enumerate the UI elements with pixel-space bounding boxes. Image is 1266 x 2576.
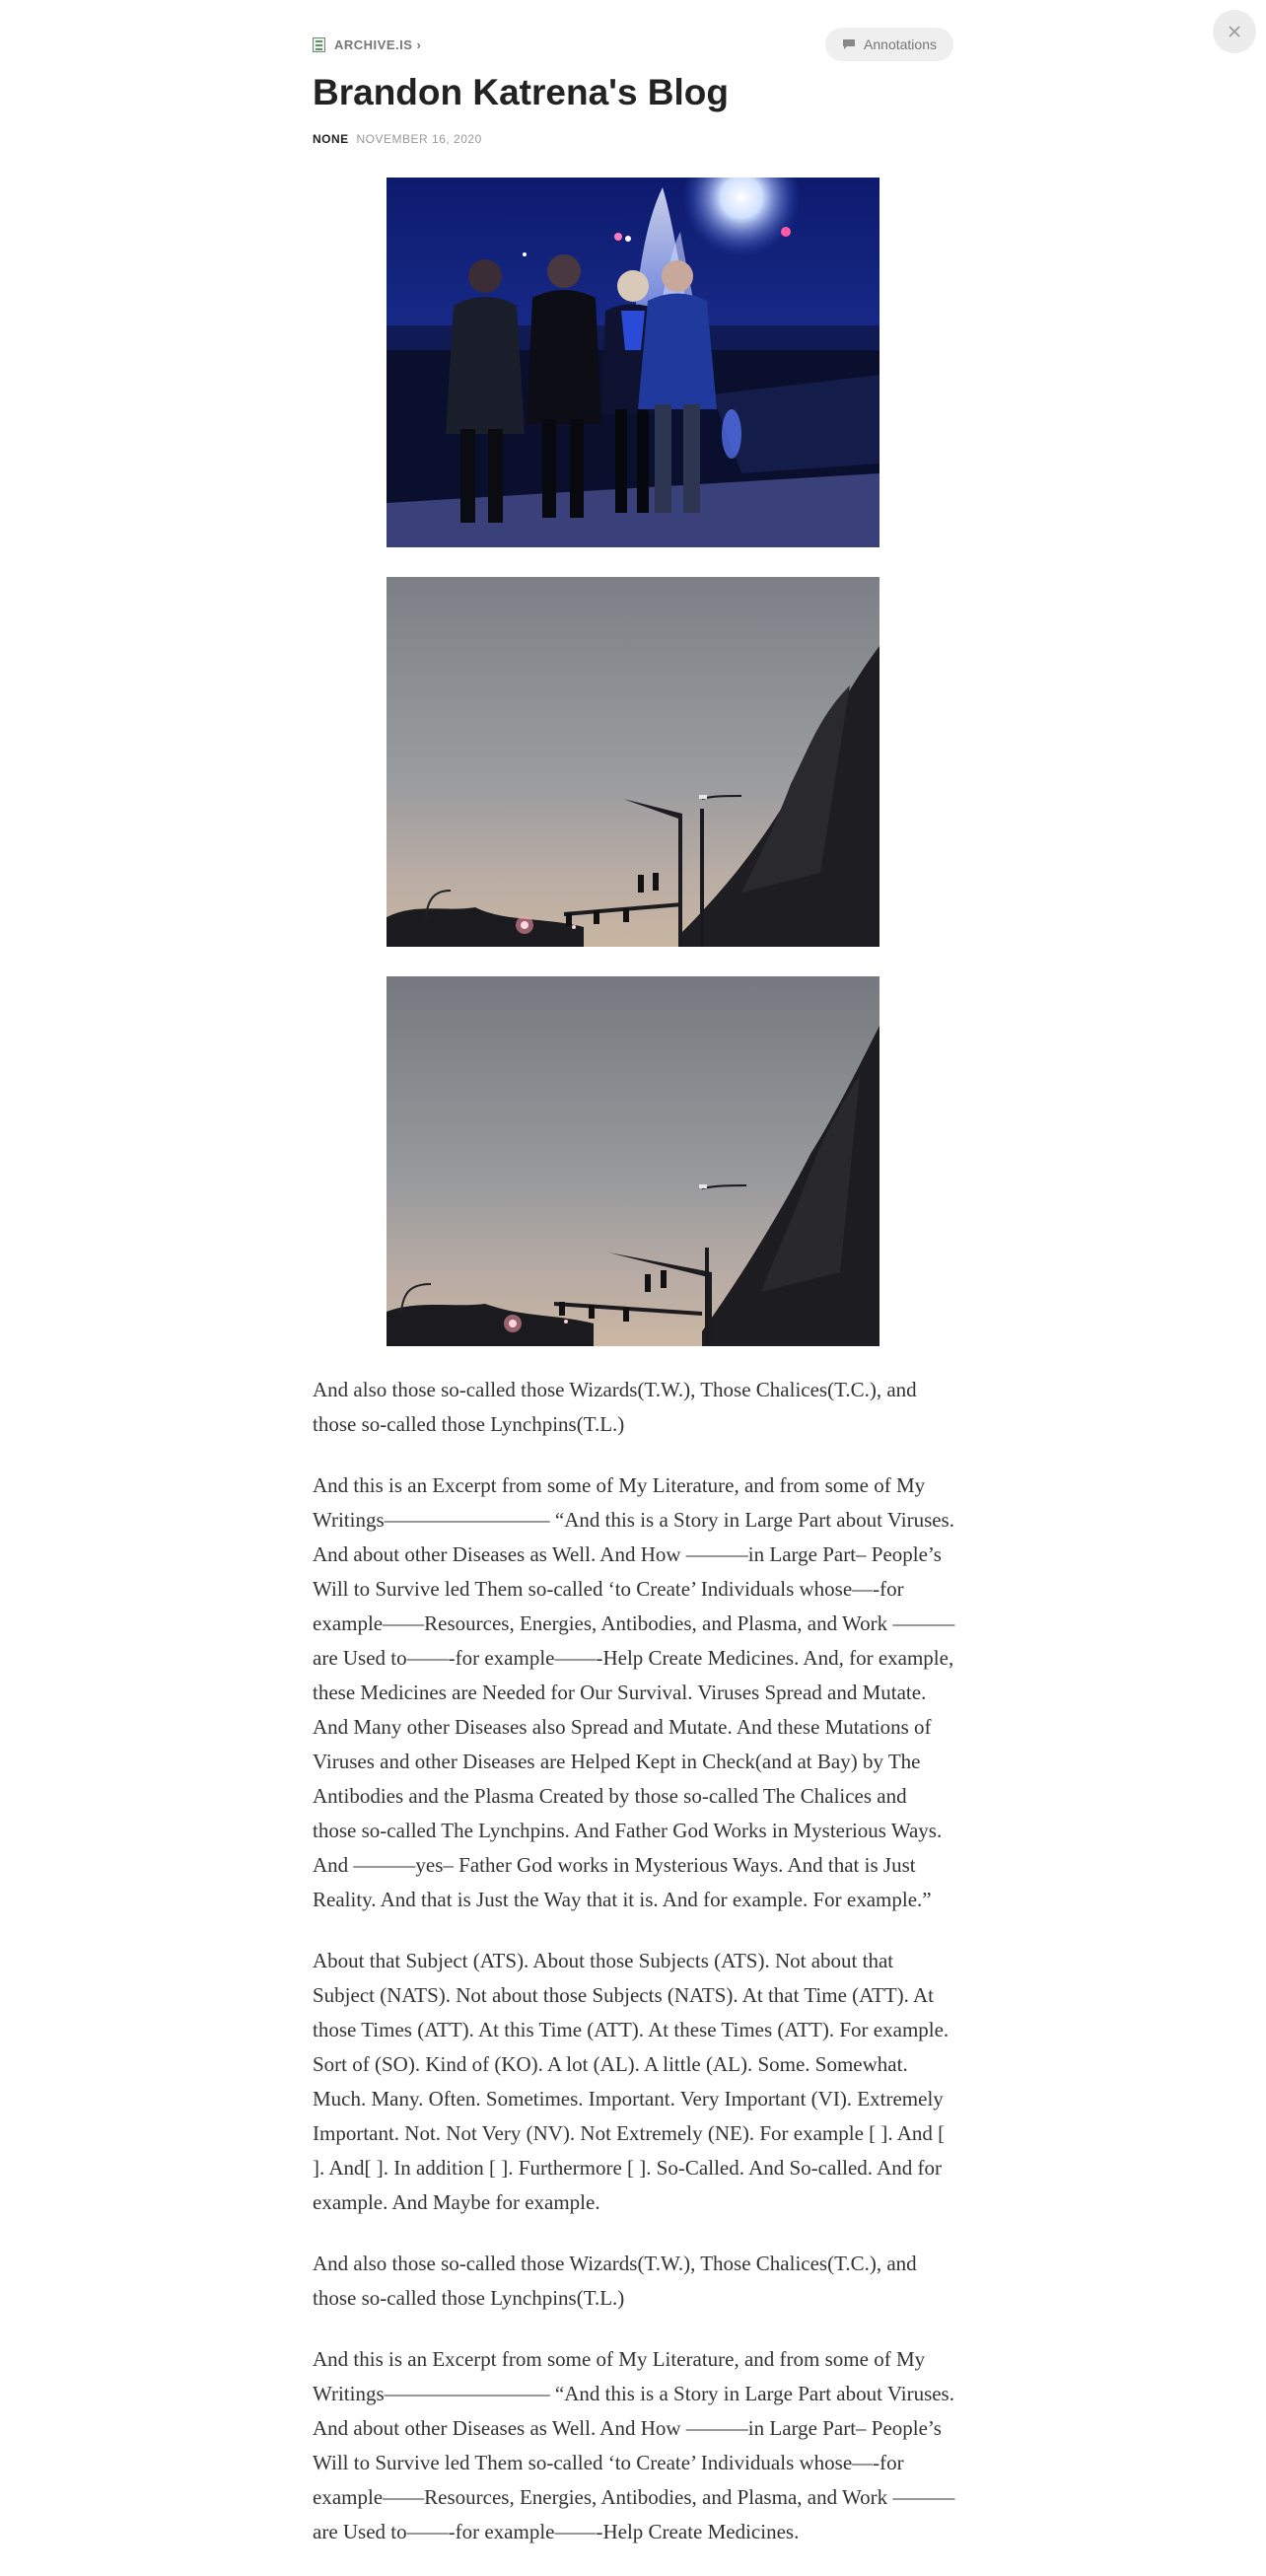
post-paragraph: And this is an Excerpt from some of My Literature, and from some of My Writings———————— “And this is a Story in Large Part about Viruses. And about other Diseases as Well. And How ———in Large Part– People’s Will to Survive led Them so-called ‘to Create’ Individuals whose—-for example——Resources, Energies, Antibodies, and Plasma, and Work ———are Used to——-for example——-Help Create Medicines.	[313, 2347, 955, 2543]
post-title: Brandon Katrena's Blog	[313, 72, 730, 112]
post-image-dusk-1[interactable]	[387, 577, 879, 947]
dusk-photo-1	[387, 577, 879, 947]
night-group-photo	[387, 178, 879, 547]
post-image-dusk-2[interactable]	[387, 976, 879, 1346]
close-icon	[1229, 26, 1240, 37]
post-date: NOVEMBER 16, 2020	[356, 132, 482, 146]
post-body	[313, 1373, 955, 2576]
top-bar	[313, 28, 953, 61]
post-paragraph: About that Subject (ATS). About those Subjects (ATS). Not about that Subject (NATS). Not about those Subjects (NATS). At that Time (ATT). At those Times (ATT). At this Time (ATT). At these Times (ATT). For example. Sort of (SO). Kind of (KO). A lot (AL). A little (AL). Some. Somewhat. Much. Many. Often. Sometimes. Important. Very Important (VI). Extremely Important. Not. Not Very (NV). Not Extremely (NE). For example [ ]. And [ ]. And[ ]. In addition [ ]. Furthermore [ ]. So-Called. And So-called. And for example. And Maybe for example.	[313, 1949, 950, 2214]
close-button[interactable]	[1213, 10, 1256, 53]
comment-icon	[842, 38, 856, 50]
annotations-button[interactable]	[825, 28, 953, 61]
post-author[interactable]: NONE	[313, 132, 349, 146]
site-label: ARCHIVE.IS ›	[334, 36, 422, 52]
post-paragraph: And also those so-called those Wizards(T.W.), Those Chalices(T.C.), and those so-called those Lynchpins(T.L.)	[313, 1378, 917, 1436]
post-paragraph: And this is an Excerpt from some of My Literature, and from some of My Writings———————— “And this is a Story in Large Part about Viruses. And about other Diseases as Well. And How ———in Large Part– People’s Will to Survive led Them so-called ‘to Create’ Individuals whose—-for example——Resources, Energies, Antibodies, and Plasma, and Work ———are Used to——-for example——-Help Create Medicines. And, for example, these Medicines are Needed for Our Survival. Viruses Spread and Mutate. And Many other Diseases also Spread and Mutate. And these Mutations of Viruses and other Diseases are Helped Kept in Check(and at Bay) by The Antibodies and the Plasma Created by those so-called The Chalices and those so-called The Lynchpins. And Father God Works in Mysterious Ways. And ———yes– Father God works in Mysterious Ways. And that is Just Reality. And that is Just the Way that it is. And for example. For example.”	[313, 1473, 955, 1911]
dusk-photo-2	[387, 976, 879, 1346]
site-link[interactable]	[313, 37, 421, 52]
annotations-label: Annotations	[864, 36, 937, 52]
archive-site-icon	[313, 37, 325, 52]
post-meta	[313, 132, 482, 146]
post-paragraph: And also those so-called those Wizards(T.W.), Those Chalices(T.C.), and those so-called those Lynchpins(T.L.)	[313, 2252, 917, 2310]
post-image-group-night[interactable]	[387, 178, 879, 547]
